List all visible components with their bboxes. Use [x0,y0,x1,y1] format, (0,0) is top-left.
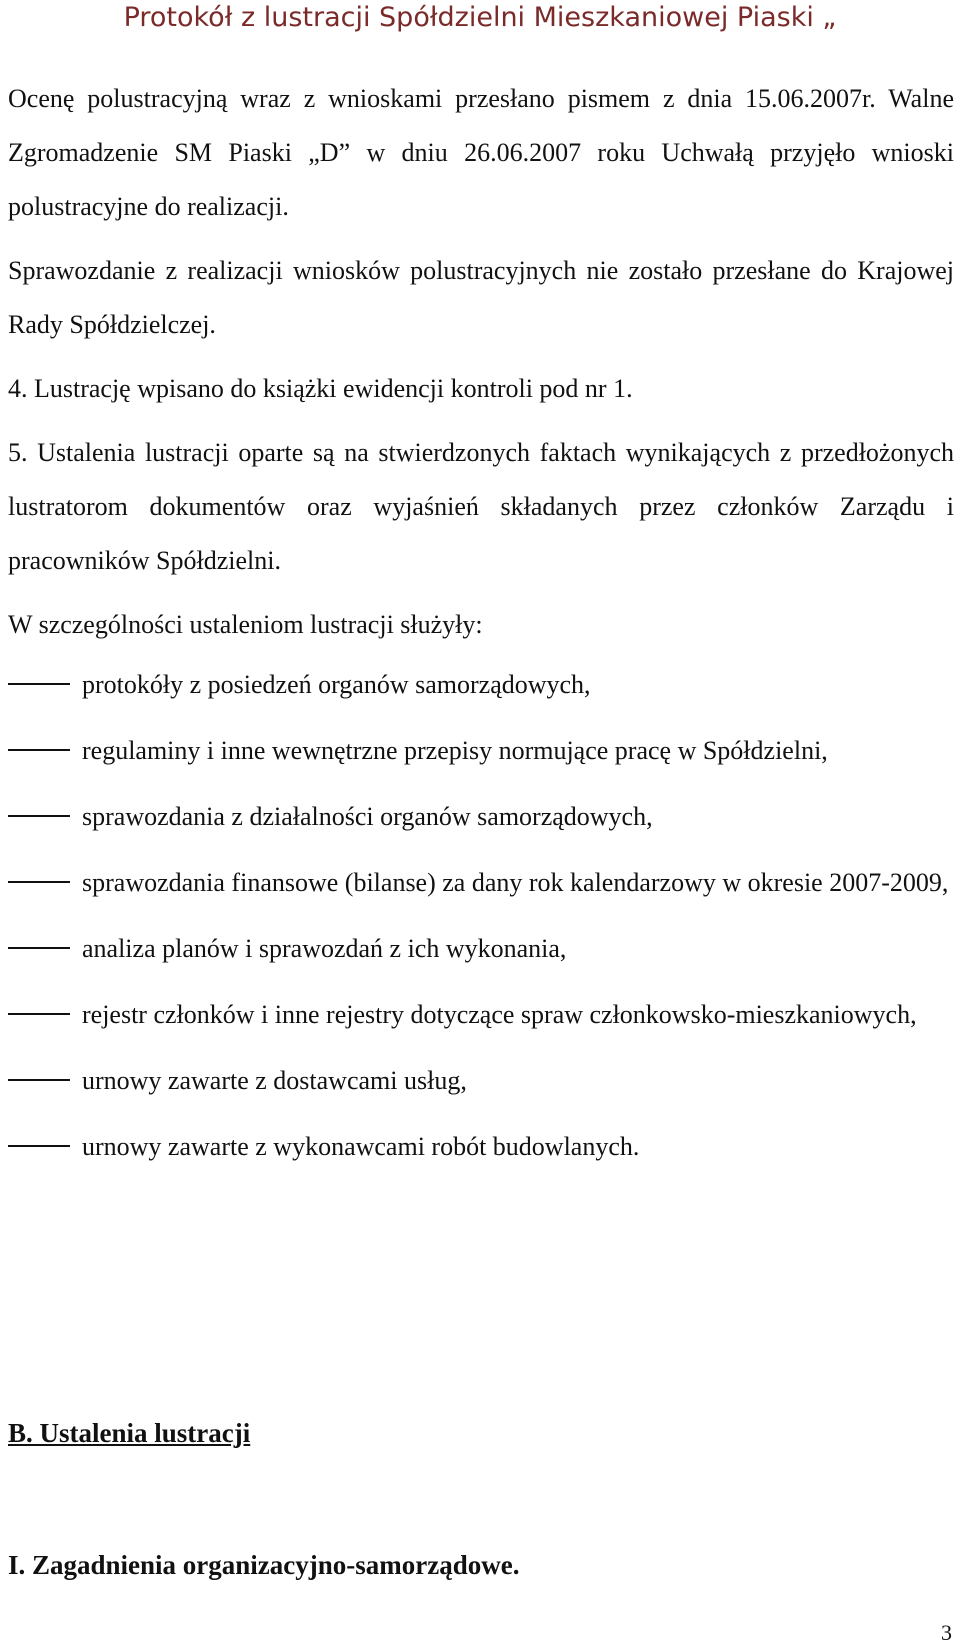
list-item: analiza planów i sprawozdań z ich wykonania, [8,922,954,975]
paragraph-evaluation: Ocenę polustracyjną wraz z wnioskami przesłano pismem z dnia 15.06.2007r. Walne Zgromadzenie SM Piaski „D” w dniu 26.06.2007 roku Uchwałą przyjęło wnioski polustracyjne do realizacji. [8,84,954,221]
list-item: sprawozdania z działalności organów samorządowych, [8,790,954,843]
list-item: protokóły z posiedzeń organów samorządowych, [8,658,954,711]
dash-bullet [8,749,70,751]
paragraph-point-5: 5. Ustalenia lustracji oparte są na stwierdzonych faktach wynikających z przedłożonych lustratorom dokumentów oraz wyjaśnień składanych przez członków Zarządu i pracowników Spółdzielni. [8,438,954,575]
paragraph-report-status: Sprawozdanie z realizacji wniosków polustracyjnych nie zostało przesłane do Krajowej Rady Spółdzielczej. [8,256,954,339]
dash-bullet [8,1145,70,1147]
list-item: regulaminy i inne wewnętrzne przepisy normujące pracę w Spółdzielni, [8,724,954,777]
document-list [8,658,954,1173]
paragraph-list-intro: W szczególności ustaleniom lustracji służyły: [8,610,483,639]
document-body [8,72,954,1186]
dash-bullet [8,1013,70,1015]
section-heading-i: I. Zagadnienia organizacyjno-samorządowe. [8,1550,520,1580]
dash-bullet [8,815,70,817]
list-item: sprawozdania finansowe (bilanse) za dany rok kalendarzowy w okresie 2007-2009, [8,856,954,909]
dash-bullet [8,1079,70,1081]
running-header: Protokół z lustracji Spółdzielni Mieszkaniowej Piaski „ [123,2,837,33]
list-item: urnowy zawarte z dostawcami usług, [8,1054,954,1107]
paragraph-point-4: 4. Lustrację wpisano do książki ewidencji kontroli pod nr 1. [8,374,633,403]
page-number: 3 [941,1620,952,1645]
list-item: rejestr członków i inne rejestry dotyczące spraw członkowsko-mieszkaniowych, [8,988,954,1041]
dash-bullet [8,881,70,883]
list-item: urnowy zawarte z wykonawcami robót budowlanych. [8,1120,954,1173]
section-heading-b: B. Ustalenia lustracji [8,1418,251,1448]
dash-bullet [8,683,70,685]
dash-bullet [8,947,70,949]
